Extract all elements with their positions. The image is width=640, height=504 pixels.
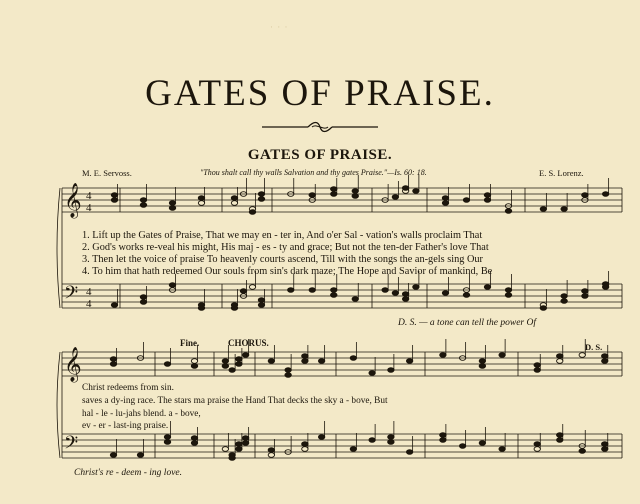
fine-label: Fine.: [180, 338, 200, 348]
verse-2: 2. God's works re-veal his might, His maj - es - ty and grace; But not the ten-der Father's love That: [82, 242, 489, 253]
treble-clef: 𝄞: [64, 184, 82, 217]
notehead: [534, 442, 540, 447]
notehead: [318, 359, 324, 364]
notehead: [236, 447, 242, 452]
chorus-line-2: saves a dy-ing race. The stars ma praise the Hand That decks the sky a - bove, But: [82, 396, 388, 406]
chorus-line-1: Christ redeems from sin.: [82, 383, 174, 393]
notehead: [198, 201, 204, 206]
notehead: [285, 373, 291, 378]
notehead: [302, 447, 308, 452]
ds-lyric: D. S. — a tone can tell the power Of: [398, 318, 536, 328]
verse-4: 4. To him that hath redeemed Our souls from sin's dark maze; The Hope and Savior of mankind, Be: [82, 266, 493, 277]
bass-clef: 𝄢: [64, 432, 79, 457]
scripture-epigraph: "Thou shalt call thy walls Salvation and thy gates Praise."—Is. 60: 18.: [200, 168, 427, 177]
notehead: [350, 447, 356, 452]
notehead: [402, 292, 408, 297]
notehead: [258, 303, 264, 308]
notehead: [231, 201, 237, 206]
notehead: [111, 193, 117, 198]
bass-clef: 𝄢: [64, 282, 79, 307]
notehead: [302, 354, 308, 359]
notehead: [222, 359, 228, 364]
notehead: [561, 299, 567, 304]
chorus-line-4: ev - er - last-ing praise.: [82, 421, 169, 431]
notehead: [440, 433, 446, 438]
notehead: [268, 359, 274, 364]
notehead: [309, 288, 315, 293]
notehead: [229, 456, 235, 461]
notehead: [442, 196, 448, 201]
notehead: [249, 285, 255, 290]
notehead: [505, 293, 511, 298]
notehead: [140, 295, 146, 300]
notehead: [413, 285, 419, 290]
verse-3: 3. Then let the voice of praise To heavenly courts ascend, Till with the songs the an-gels sing Our: [82, 254, 483, 265]
notehead: [164, 362, 170, 367]
notehead: [169, 283, 175, 288]
notehead: [140, 198, 146, 203]
notehead: [369, 371, 375, 376]
notehead: [288, 288, 294, 293]
notehead: [402, 186, 408, 191]
notehead: [602, 447, 608, 452]
notehead: [484, 198, 490, 203]
notehead: [479, 441, 485, 446]
notehead: [140, 203, 146, 208]
verse-1: 1. Lift up the Gates of Praise, That we may en - ter in, And o'er Sal - vation's walls proclaim That: [82, 230, 483, 241]
notehead: [557, 433, 563, 438]
notehead: [388, 368, 394, 373]
notehead: [164, 435, 170, 440]
notehead: [440, 353, 446, 358]
notehead: [191, 436, 197, 441]
bottom-lyric: Christ's re - deem - ing love.: [74, 468, 183, 478]
notehead: [352, 194, 358, 199]
notehead: [258, 192, 264, 197]
notehead: [302, 359, 308, 364]
notehead: [557, 438, 563, 443]
notehead: [222, 364, 228, 369]
notehead: [406, 359, 412, 364]
notehead: [318, 435, 324, 440]
notehead: [198, 306, 204, 311]
system-brace: [57, 188, 60, 308]
notehead: [258, 197, 264, 202]
notehead: [249, 210, 255, 215]
notehead: [459, 444, 465, 449]
ds-label: D. S.: [585, 342, 603, 352]
notehead: [191, 364, 197, 369]
notehead: [602, 442, 608, 447]
notehead: [331, 187, 337, 192]
notehead: [534, 363, 540, 368]
arranger-credit: E. S. Lorenz.: [539, 168, 584, 178]
notehead: [442, 291, 448, 296]
notehead: [505, 209, 511, 214]
notehead: [111, 303, 117, 308]
notehead: [602, 192, 608, 197]
time-signature-top: 4: [86, 286, 92, 298]
notehead: [191, 441, 197, 446]
chorus-line-3: hal - le - lu-jahs blend. a - bove,: [82, 409, 201, 419]
chorus-label: CHORUS.: [228, 338, 269, 348]
notehead: [350, 356, 356, 361]
notehead: [302, 442, 308, 447]
notehead: [140, 300, 146, 305]
notehead: [479, 359, 485, 364]
notehead: [479, 364, 485, 369]
notehead: [463, 198, 469, 203]
notehead: [169, 201, 175, 206]
notehead: [231, 306, 237, 311]
notehead: [602, 359, 608, 364]
notehead: [382, 288, 388, 293]
notehead: [388, 440, 394, 445]
notehead: [169, 206, 175, 211]
notehead: [242, 436, 248, 441]
notehead: [258, 298, 264, 303]
time-signature-top: 4: [86, 190, 92, 202]
notehead: [309, 193, 315, 198]
composer-credit: M. E. Servoss.: [82, 168, 132, 178]
notehead: [110, 362, 116, 367]
notehead: [582, 294, 588, 299]
notehead: [561, 207, 567, 212]
notehead: [579, 449, 585, 454]
notehead: [236, 442, 242, 447]
notehead: [231, 196, 237, 201]
notehead: [540, 207, 546, 212]
notehead: [331, 293, 337, 298]
notehead: [499, 447, 505, 452]
notehead: [392, 291, 398, 296]
notehead: [557, 354, 563, 359]
notehead: [557, 359, 563, 364]
notehead: [240, 289, 246, 294]
notehead: [484, 193, 490, 198]
time-signature-bottom: 4: [86, 298, 92, 310]
notehead: [442, 201, 448, 206]
notehead: [191, 359, 197, 364]
notehead: [331, 192, 337, 197]
notehead: [463, 293, 469, 298]
notehead: [110, 357, 116, 362]
notehead: [222, 447, 228, 452]
notehead: [534, 447, 540, 452]
system-brace: [57, 352, 60, 458]
notehead: [602, 354, 608, 359]
notehead: [268, 453, 274, 458]
bleed-through-text: · · ·: [270, 22, 289, 32]
notehead: [582, 193, 588, 198]
notehead: [561, 294, 567, 299]
notehead: [484, 285, 490, 290]
notehead: [236, 362, 242, 367]
notehead: [137, 453, 143, 458]
notehead: [534, 368, 540, 373]
notehead: [369, 438, 375, 443]
notehead: [402, 297, 408, 302]
time-signature-bottom: 4: [86, 202, 92, 214]
book-title: GATES OF PRAISE.: [145, 73, 495, 114]
notehead: [331, 288, 337, 293]
notehead: [285, 368, 291, 373]
notehead: [111, 198, 117, 203]
notehead: [352, 189, 358, 194]
notehead: [229, 368, 235, 373]
notehead: [392, 195, 398, 200]
notehead: [579, 353, 585, 358]
notehead: [540, 306, 546, 311]
notehead: [440, 438, 446, 443]
notehead: [268, 448, 274, 453]
notehead: [110, 453, 116, 458]
notehead: [352, 297, 358, 302]
notehead: [388, 435, 394, 440]
treble-clef: 𝄞: [64, 348, 82, 381]
notehead: [236, 357, 242, 362]
notehead: [164, 440, 170, 445]
notehead: [413, 189, 419, 194]
notehead: [198, 196, 204, 201]
notehead: [242, 441, 248, 446]
notehead: [499, 353, 505, 358]
notehead: [602, 282, 608, 287]
hymn-title: GATES OF PRAISE.: [247, 147, 393, 163]
notehead: [582, 289, 588, 294]
notehead: [406, 450, 412, 455]
notehead: [505, 288, 511, 293]
notehead: [242, 353, 248, 358]
